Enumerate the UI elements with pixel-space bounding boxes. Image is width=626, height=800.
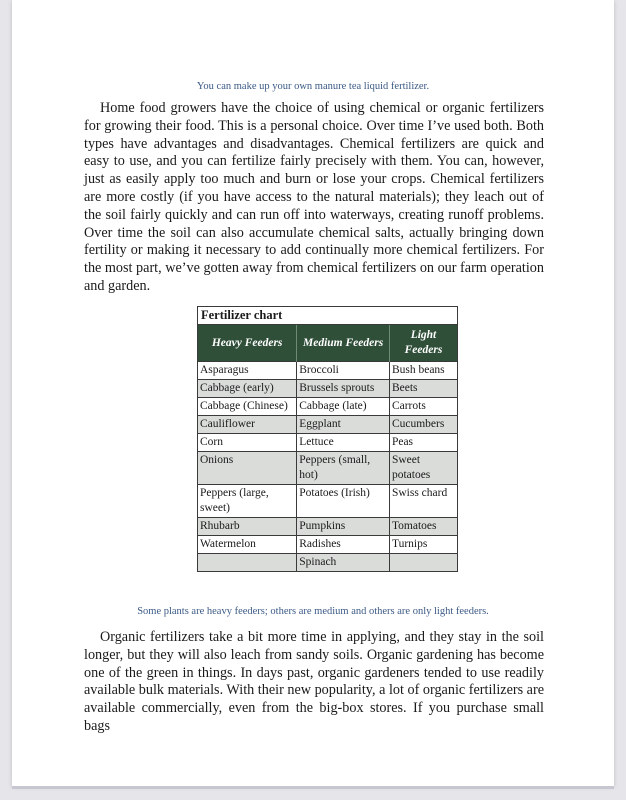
table-cell: Spinach (297, 554, 390, 572)
table-cell: Cabbage (early) (198, 380, 297, 398)
table-cell: Brussels sprouts (297, 380, 390, 398)
table-cell: Carrots (389, 398, 457, 416)
table-row (198, 485, 457, 518)
chart-title: Fertilizer chart (198, 307, 457, 325)
body-paragraph-2: Organic fertilizers take a bit more time in applying, and they stay in the soil longer, but they will also leach from sandy soils. Organic gardening has become one of the green in things. In days past, organic gardeners tended to use readily available bulk materials. With their new popularity, a lot of organic fertilizers are available commercially, even from the big-box stores. If you purchase small bags (84, 629, 544, 734)
fertilizer-chart (197, 306, 458, 572)
table-cell: Peppers (small, hot) (297, 452, 390, 485)
table-cell (198, 554, 297, 572)
table-cell: Onions (198, 452, 297, 485)
table-cell: Cabbage (late) (297, 398, 390, 416)
table-cell: Cabbage (Chinese) (198, 398, 297, 416)
table-header-row (198, 325, 457, 362)
header-heavy-feeders: Heavy Feeders (198, 325, 297, 362)
table-cell: Eggplant (297, 416, 390, 434)
table-cell: Cauliflower (198, 416, 297, 434)
table-row (198, 452, 457, 485)
table-row (198, 398, 457, 416)
table-cell: Asparagus (198, 362, 297, 380)
table-cell: Potatoes (Irish) (297, 485, 390, 518)
table-cell: Corn (198, 434, 297, 452)
header-medium-feeders: Medium Feeders (297, 325, 390, 362)
table-cell: Peas (389, 434, 457, 452)
page-bottom-edge (12, 786, 614, 789)
table-cell: Bush beans (389, 362, 457, 380)
table-cell: Beets (389, 380, 457, 398)
document-page (12, 0, 614, 786)
table-cell: Pumpkins (297, 518, 390, 536)
table-cell: Radishes (297, 536, 390, 554)
body-paragraph-1: Home food growers have the choice of using chemical or organic fertilizers for growing their food. This is a personal choice. Over time I’ve used both. Both types have advantages and disadvantages. Chemical fertilizers are quick and easy to use, and you can fertilize fairly precisely with them. You can, however, just as easily apply too much and burn or lose your crops. Chemical fertilizers are more costly (if you have access to the natural materials); they leach out of the soil fairly quickly and can run off into waterways, creating runoff problems. Over time the soil can also accumulate chemical salts, actually bringing down fertility or making it necessary to add continually more chemical fertilizers. For the most part, we’ve gotten away from chemical fertilizers on our farm operation and garden. (84, 100, 544, 294)
table-cell: Watermelon (198, 536, 297, 554)
fertilizer-table (198, 325, 457, 571)
table-cell: Broccoli (297, 362, 390, 380)
table-cell: Cucumbers (389, 416, 457, 434)
table-row (198, 362, 457, 380)
table-caption: Some plants are heavy feeders; others are medium and others are only light feeders. (137, 606, 489, 617)
table-cell: Peppers (large, sweet) (198, 485, 297, 518)
table-row (198, 536, 457, 554)
table-row (198, 554, 457, 572)
table-cell (389, 554, 457, 572)
header-light-feeders: Light Feeders (389, 325, 457, 362)
table-cell: Turnips (389, 536, 457, 554)
table-row (198, 380, 457, 398)
table-row (198, 434, 457, 452)
table-cell: Tomatoes (389, 518, 457, 536)
table-cell: Rhubarb (198, 518, 297, 536)
table-cell: Lettuce (297, 434, 390, 452)
table-cell: Swiss chard (389, 485, 457, 518)
table-cell: Sweet potatoes (389, 452, 457, 485)
table-row (198, 416, 457, 434)
table-row (198, 518, 457, 536)
image-caption: You can make up your own manure tea liquid fertilizer. (196, 81, 430, 92)
